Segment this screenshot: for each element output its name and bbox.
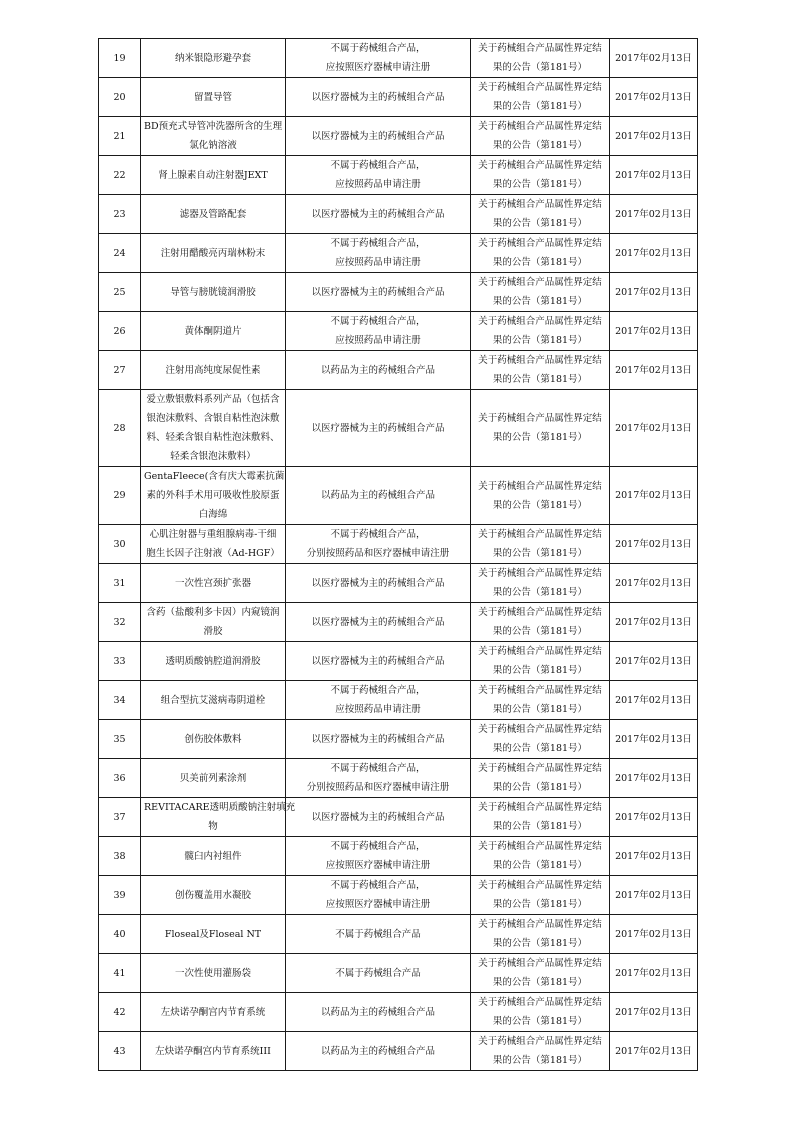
publish-date: 2017年02月13日 [610, 234, 698, 273]
table-row [99, 117, 698, 156]
product-name-line: 素的外科手术用可吸收性胶原蛋 [146, 490, 280, 501]
attribute-result [286, 78, 471, 117]
product-name-line: 左炔诺孕酮宫内节育系统III [155, 1045, 271, 1057]
table-row [99, 195, 698, 234]
basis-document-line: 关于药械组合产品属性界定结 [478, 355, 602, 366]
basis-document-line: 关于药械组合产品属性界定结 [478, 724, 602, 735]
basis-document-line: 关于药械组合产品属性界定结 [478, 43, 602, 54]
product-name [141, 273, 286, 312]
product-name-line: 爱立敷银敷料系列产品（包括含 [146, 394, 280, 405]
basis-document [471, 390, 610, 467]
row-number: 42 [99, 993, 141, 1032]
row-number: 40 [99, 915, 141, 954]
basis-document-line: 果的公告（第181号） [492, 860, 588, 871]
basis-document-line: 关于药械组合产品属性界定结 [478, 568, 602, 579]
publish-date: 2017年02月13日 [610, 876, 698, 915]
attribute-result-line: 以医疗器械为主的药械组合产品 [311, 91, 445, 103]
basis-document [471, 467, 610, 525]
attribute-result [286, 954, 471, 993]
attribute-result-line: 以医疗器械为主的药械组合产品 [311, 577, 445, 589]
product-name-line: 左炔诺孕酮宫内节育系统 [160, 1006, 266, 1018]
basis-document-line: 果的公告（第181号） [492, 821, 588, 832]
basis-document-line: 果的公告（第181号） [492, 432, 588, 443]
basis-document-line: 关于药械组合产品属性界定结 [478, 199, 602, 210]
product-name-line: 导管与膀胱镜润滑胶 [170, 286, 256, 298]
publish-date: 2017年02月13日 [610, 156, 698, 195]
publish-date: 2017年02月13日 [610, 351, 698, 390]
product-name-line: GentaFleece(含有庆大霉素抗菌 [144, 471, 285, 482]
row-number: 32 [99, 603, 141, 642]
table-body [99, 39, 698, 1071]
attribute-result [286, 39, 471, 78]
attribute-result-line: 以药品为主的药械组合产品 [320, 1006, 435, 1018]
attribute-result-line: 以药品为主的药械组合产品 [320, 490, 435, 501]
basis-document-line: 关于药械组合产品属性界定结 [478, 997, 602, 1008]
product-name [141, 642, 286, 681]
product-name-line: 注射用高纯度尿促性素 [165, 364, 261, 376]
attribute-result-line: 以医疗器械为主的药械组合产品 [311, 422, 445, 434]
attribute-result-line: 不属于药械组合产品 [335, 967, 421, 979]
attribute-result [286, 681, 471, 720]
publish-date: 2017年02月13日 [610, 993, 698, 1032]
row-number: 23 [99, 195, 141, 234]
attribute-result-line: 以医疗器械为主的药械组合产品 [311, 208, 445, 220]
basis-document [471, 681, 610, 720]
attribute-result-line: 不属于药械组合产品， [330, 238, 426, 249]
product-name-line: 纳米银隐形避孕套 [174, 52, 251, 64]
product-name [141, 156, 286, 195]
product-name-line: 肾上腺素自动注射器JEXT [158, 169, 268, 181]
basis-document-line: 关于药械组合产品属性界定结 [478, 277, 602, 288]
product-name [141, 78, 286, 117]
attribute-result [286, 993, 471, 1032]
basis-document-line: 果的公告（第181号） [492, 257, 588, 268]
attribute-result [286, 351, 471, 390]
table-row [99, 681, 698, 720]
product-name [141, 1032, 286, 1071]
product-name [141, 195, 286, 234]
attribute-result-line: 应按照药品申请注册 [335, 704, 421, 715]
table-row [99, 1032, 698, 1071]
product-name [141, 525, 286, 564]
product-name [141, 720, 286, 759]
row-number: 43 [99, 1032, 141, 1071]
basis-document-line: 果的公告（第181号） [492, 335, 588, 346]
attribute-result-line: 应按照医疗器械申请注册 [325, 62, 431, 73]
basis-document-line: 果的公告（第181号） [492, 140, 588, 151]
product-name [141, 681, 286, 720]
product-name [141, 351, 286, 390]
attribute-result [286, 837, 471, 876]
attribute-result-line: 以药品为主的药械组合产品 [320, 364, 435, 376]
basis-document-line: 关于药械组合产品属性界定结 [478, 529, 602, 540]
product-name-line: 黄体酮阴道片 [184, 325, 242, 337]
table-row [99, 876, 698, 915]
attribute-result [286, 390, 471, 467]
basis-document-line: 果的公告（第181号） [492, 938, 588, 949]
attribute-result [286, 312, 471, 351]
product-name-line: 髋臼内衬组件 [184, 850, 242, 862]
row-number: 20 [99, 78, 141, 117]
product-name [141, 954, 286, 993]
attribute-result-line: 不属于药械组合产品， [330, 529, 426, 540]
publish-date: 2017年02月13日 [610, 525, 698, 564]
basis-document [471, 564, 610, 603]
product-name [141, 798, 296, 837]
publish-date: 2017年02月13日 [610, 720, 698, 759]
basis-document-line: 关于药械组合产品属性界定结 [478, 880, 602, 891]
basis-document-line: 果的公告（第181号） [492, 548, 588, 559]
row-number: 21 [99, 117, 141, 156]
basis-document-line: 关于药械组合产品属性界定结 [478, 646, 602, 657]
publish-date: 2017年02月13日 [610, 467, 698, 525]
basis-document-line: 果的公告（第181号） [492, 704, 588, 715]
basis-document-line: 关于药械组合产品属性界定结 [478, 958, 602, 969]
attribute-result-line: 不属于药械组合产品， [330, 160, 426, 171]
basis-document [471, 1032, 610, 1071]
publish-date: 2017年02月13日 [610, 273, 698, 312]
basis-document [471, 720, 610, 759]
row-number: 27 [99, 351, 141, 390]
basis-document-line: 关于药械组合产品属性界定结 [478, 1036, 602, 1047]
publish-date: 2017年02月13日 [610, 837, 698, 876]
row-number: 28 [99, 390, 141, 467]
product-name-line: 贝美前列素涂剂 [179, 772, 247, 784]
attribute-result-line: 应按照药品申请注册 [335, 335, 421, 346]
attribute-result [286, 234, 471, 273]
product-name-line: 滑胶 [203, 626, 223, 637]
product-name [141, 467, 286, 525]
table-row [99, 798, 698, 837]
product-name-line: 料、轻柔含银自粘性泡沫敷料、 [146, 432, 280, 443]
publish-date: 2017年02月13日 [610, 642, 698, 681]
publish-date: 2017年02月13日 [610, 1032, 698, 1071]
attribute-result [286, 525, 471, 564]
product-name [141, 759, 286, 798]
attribute-result-line: 应按照医疗器械申请注册 [325, 860, 431, 871]
attribute-result [286, 156, 471, 195]
attribute-result-line: 不属于药械组合产品， [330, 880, 426, 891]
basis-document [471, 351, 610, 390]
product-name-line: 胞生长因子注射液（Ad-HGF） [146, 548, 280, 559]
attribute-result [286, 273, 471, 312]
attribute-result-line: 应按照药品申请注册 [335, 179, 421, 190]
row-number: 25 [99, 273, 141, 312]
attribute-result-line: 以医疗器械为主的药械组合产品 [311, 811, 445, 823]
publish-date: 2017年02月13日 [610, 390, 698, 467]
basis-document [471, 525, 610, 564]
attribute-result [286, 798, 471, 837]
basis-document-line: 关于药械组合产品属性界定结 [478, 160, 602, 171]
product-name-line: 透明质酸钠腔道润滑胶 [165, 655, 261, 667]
basis-document-line: 关于药械组合产品属性界定结 [478, 685, 602, 696]
table-row [99, 603, 698, 642]
product-name [141, 564, 286, 603]
publish-date: 2017年02月13日 [610, 564, 698, 603]
basis-document [471, 156, 610, 195]
product-attribute-table [98, 38, 698, 1071]
table-row [99, 312, 698, 351]
attribute-result-line: 不属于药械组合产品， [330, 316, 426, 327]
row-number: 35 [99, 720, 141, 759]
table-row [99, 390, 698, 467]
attribute-result-line: 分别按照药品和医疗器械申请注册 [306, 548, 450, 559]
product-name [141, 39, 286, 78]
basis-document-line: 果的公告（第181号） [492, 665, 588, 676]
attribute-result-line: 不属于药械组合产品， [330, 685, 426, 696]
product-name-line: REVITACARE透明质酸钠注射填充 [144, 802, 296, 813]
product-name-line: 银泡沫敷料、含银自粘性泡沫敷 [146, 413, 280, 424]
table-row [99, 273, 698, 312]
product-name [141, 390, 286, 467]
publish-date: 2017年02月13日 [610, 312, 698, 351]
product-name-line: 轻柔含银泡沫敷料） [170, 451, 256, 462]
row-number: 33 [99, 642, 141, 681]
publish-date: 2017年02月13日 [610, 915, 698, 954]
attribute-result [286, 720, 471, 759]
basis-document-line: 果的公告（第181号） [492, 1016, 588, 1027]
row-number: 41 [99, 954, 141, 993]
basis-document-line: 果的公告（第181号） [492, 977, 588, 988]
publish-date: 2017年02月13日 [610, 798, 698, 837]
publish-date: 2017年02月13日 [610, 195, 698, 234]
attribute-result-line: 以医疗器械为主的药械组合产品 [311, 733, 445, 745]
attribute-result [286, 915, 471, 954]
publish-date: 2017年02月13日 [610, 681, 698, 720]
table-row [99, 915, 698, 954]
table-row [99, 642, 698, 681]
row-number: 34 [99, 681, 141, 720]
basis-document-line: 果的公告（第181号） [492, 101, 588, 112]
row-number: 30 [99, 525, 141, 564]
basis-document [471, 312, 610, 351]
row-number: 36 [99, 759, 141, 798]
product-name-line: 物 [208, 821, 218, 832]
product-name-line: 一次性宫颈扩张器 [174, 577, 251, 589]
attribute-result-line: 应按照医疗器械申请注册 [325, 899, 431, 910]
basis-document [471, 78, 610, 117]
row-number: 37 [99, 798, 141, 837]
basis-document-line: 果的公告（第181号） [492, 626, 588, 637]
basis-document-line: 关于药械组合产品属性界定结 [478, 238, 602, 249]
product-name-line: Floseal及Floseal NT [164, 928, 262, 940]
attribute-result-line: 不属于药械组合产品， [330, 763, 426, 774]
row-number: 29 [99, 467, 141, 525]
basis-document-line: 果的公告（第181号） [492, 62, 588, 73]
basis-document-line: 关于药械组合产品属性界定结 [478, 607, 602, 618]
basis-document [471, 798, 610, 837]
table-row [99, 78, 698, 117]
product-name [141, 312, 286, 351]
basis-document-line: 果的公告（第181号） [492, 374, 588, 385]
basis-document-line: 果的公告（第181号） [492, 899, 588, 910]
row-number: 38 [99, 837, 141, 876]
publish-date: 2017年02月13日 [610, 759, 698, 798]
basis-document-line: 果的公告（第181号） [492, 179, 588, 190]
table-row [99, 837, 698, 876]
product-name [141, 603, 286, 642]
attribute-result [286, 1032, 471, 1071]
publish-date: 2017年02月13日 [610, 603, 698, 642]
attribute-result-line: 不属于药械组合产品， [330, 43, 426, 54]
basis-document-line: 关于药械组合产品属性界定结 [478, 919, 602, 930]
basis-document [471, 234, 610, 273]
basis-document-line: 果的公告（第181号） [492, 1055, 588, 1066]
attribute-result-line: 应按照药品申请注册 [335, 257, 421, 268]
basis-document-line: 果的公告（第181号） [492, 743, 588, 754]
basis-document [471, 954, 610, 993]
basis-document [471, 759, 610, 798]
attribute-result [286, 195, 471, 234]
basis-document-line: 果的公告（第181号） [492, 218, 588, 229]
product-name [141, 117, 286, 156]
basis-document-line: 关于药械组合产品属性界定结 [478, 413, 602, 424]
product-name [141, 234, 286, 273]
row-number: 39 [99, 876, 141, 915]
attribute-result [286, 642, 471, 681]
product-name-line: 注射用醋酸亮丙瑞林粉末 [160, 247, 266, 259]
publish-date: 2017年02月13日 [610, 78, 698, 117]
attribute-result-line: 以医疗器械为主的药械组合产品 [311, 655, 445, 667]
table-row [99, 759, 698, 798]
product-name-line: BD预充式导管冲洗器所含的生理 [144, 121, 283, 132]
row-number: 19 [99, 39, 141, 78]
basis-document-line: 关于药械组合产品属性界定结 [478, 802, 602, 813]
row-number: 24 [99, 234, 141, 273]
attribute-result [286, 467, 471, 525]
product-name-line: 心肌注射器与重组腺病毒-干细 [149, 529, 277, 540]
table-row [99, 993, 698, 1032]
basis-document [471, 993, 610, 1032]
table-row [99, 351, 698, 390]
basis-document-line: 关于药械组合产品属性界定结 [478, 763, 602, 774]
product-name [141, 993, 286, 1032]
publish-date: 2017年02月13日 [610, 954, 698, 993]
attribute-result-line: 以药品为主的药械组合产品 [320, 1045, 435, 1057]
product-name-line: 滤器及管路配套 [179, 208, 247, 220]
attribute-result-line: 以医疗器械为主的药械组合产品 [311, 286, 445, 298]
product-name-line: 白海绵 [198, 509, 228, 520]
table-row [99, 720, 698, 759]
attribute-result [286, 564, 471, 603]
basis-document-line: 果的公告（第181号） [492, 499, 588, 511]
basis-document [471, 195, 610, 234]
basis-document-line: 关于药械组合产品属性界定结 [478, 480, 602, 492]
basis-document-line: 果的公告（第181号） [492, 296, 588, 307]
product-name-line: 组合型抗艾滋病毒阴道栓 [160, 694, 266, 706]
attribute-result-line: 不属于药械组合产品， [330, 841, 426, 852]
row-number: 26 [99, 312, 141, 351]
basis-document-line: 果的公告（第181号） [492, 587, 588, 598]
attribute-result-line: 以医疗器械为主的药械组合产品 [311, 616, 445, 628]
table-row [99, 525, 698, 564]
product-name-line: 含药（盐酸利多卡因）内窥镜润 [146, 607, 280, 618]
attribute-result [286, 759, 471, 798]
product-name-line: 一次性使用灌肠袋 [174, 967, 251, 979]
attribute-result [286, 603, 471, 642]
basis-document [471, 642, 610, 681]
product-name-line: 创伤胶体敷料 [184, 733, 242, 745]
attribute-result-line: 分别按照药品和医疗器械申请注册 [306, 782, 450, 793]
basis-document [471, 273, 610, 312]
attribute-result [286, 117, 471, 156]
row-number: 22 [99, 156, 141, 195]
table-row [99, 39, 698, 78]
attribute-result-line: 以医疗器械为主的药械组合产品 [311, 130, 445, 142]
basis-document [471, 915, 610, 954]
product-name-line: 创伤覆盖用水凝胶 [174, 889, 251, 901]
attribute-result-line: 不属于药械组合产品 [335, 928, 421, 940]
basis-document [471, 39, 610, 78]
basis-document [471, 117, 610, 156]
product-name [141, 837, 286, 876]
basis-document [471, 603, 610, 642]
table-row [99, 234, 698, 273]
product-name [141, 876, 286, 915]
product-name-line: 留置导管 [193, 91, 232, 103]
basis-document [471, 837, 610, 876]
table-row [99, 564, 698, 603]
basis-document-line: 关于药械组合产品属性界定结 [478, 82, 602, 93]
attribute-result [286, 876, 471, 915]
table-row [99, 467, 698, 525]
basis-document-line: 关于药械组合产品属性界定结 [478, 841, 602, 852]
row-number: 31 [99, 564, 141, 603]
basis-document-line: 关于药械组合产品属性界定结 [478, 121, 602, 132]
publish-date: 2017年02月13日 [610, 39, 698, 78]
basis-document [471, 876, 610, 915]
product-name [141, 915, 286, 954]
basis-document-line: 果的公告（第181号） [492, 782, 588, 793]
product-name-line: 氯化钠溶液 [189, 140, 237, 151]
publish-date: 2017年02月13日 [610, 117, 698, 156]
table-row [99, 156, 698, 195]
basis-document-line: 关于药械组合产品属性界定结 [478, 316, 602, 327]
table-row [99, 954, 698, 993]
